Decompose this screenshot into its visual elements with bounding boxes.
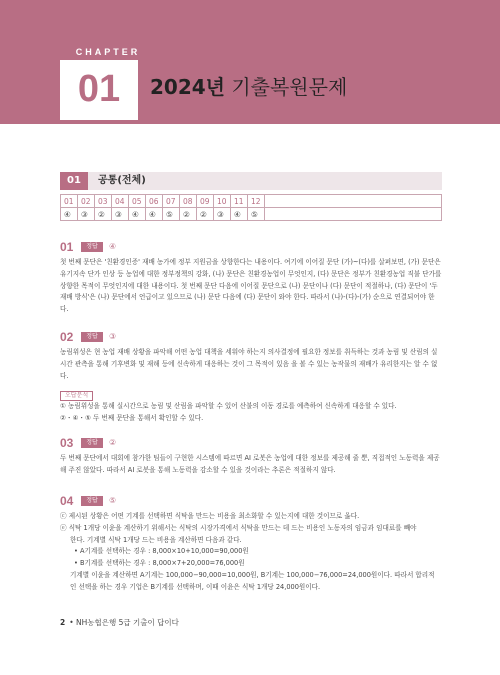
analysis-line: ① 농림위성을 통해 실시간으로 농림 및 산림을 파악할 수 있어 산불의 이동 경로를 예측하여 신속하게 대응할 수 있다.: [60, 402, 397, 411]
explanation-line: 기계별 이윤을 계산하면 A기계는 100,000−90,000=10,000원, B기계는 100,000−76,000=24,000원이다. 따라서 합리적: [70, 570, 435, 579]
answer-mark: ②: [109, 438, 117, 447]
answer-table-answers-row: [61, 208, 442, 221]
answer-tag: 정답: [81, 242, 103, 252]
answer-cell: ④: [129, 208, 146, 221]
answer-tag: 정답: [81, 496, 103, 506]
explanation-text: 두 번째 문단에서 대회에 참가한 팀들이 구현한 시스템에 따르면 AI 로봇은 농업에 대한 정보를 제공해 줄 뿐, 직접적인 노동력을 제공해 주진 않았다. 따라서 AI 로봇을 통해 노동력을 감소할 수 있을 것이라는 추론은 적절하지 않다.: [60, 454, 440, 474]
answer-number-cell: 07: [163, 195, 180, 208]
answer-cell: ③: [112, 208, 129, 221]
explanation-line: 한다. 기계별 식탁 1개당 드는 비용을 계산하면 다음과 같다.: [70, 535, 242, 544]
question-02: [60, 330, 442, 425]
answer-table: [60, 194, 442, 221]
answer-cell: ②: [180, 208, 197, 221]
explanation-line: 인 선택을 하는 경우 기업은 B기계를 선택하며, 이때 이윤은 식탁 1개당 24,000원이다.: [70, 582, 321, 591]
answer-cell: ②: [197, 208, 214, 221]
calculation-line: • A기계를 선택하는 경우 : 8,000×10+10,000=90,000원: [74, 547, 249, 556]
answer-number-cell: 06: [146, 195, 163, 208]
section-header: [60, 172, 442, 190]
explanation-line: ⓒ 제시된 상황은 어떤 기계를 선택하면 식탁을 만드는 비용을 최소화할 수 있는지에 대한 것이므로 옳다.: [60, 512, 360, 520]
answer-mark: ⑤: [109, 496, 117, 505]
answer-table-numbers-row: [61, 195, 442, 208]
answer-cell: ④: [146, 208, 163, 221]
chapter-number: 01: [77, 68, 121, 110]
page-number: 2: [60, 618, 66, 627]
explanation-lines: [60, 511, 442, 594]
answer-table-empty-cell: [265, 195, 442, 208]
question-number: 04: [60, 494, 74, 508]
answer-number-cell: 11: [231, 195, 248, 208]
answer-cell: ②: [95, 208, 112, 221]
answer-cell: ⑤: [248, 208, 265, 221]
section-title: 공통(전체): [98, 175, 146, 186]
answer-number-cell: 03: [95, 195, 112, 208]
answer-cell: ③: [214, 208, 231, 221]
analysis-line: ②・④・⑤ 두 번째 문단을 통해서 확인할 수 있다.: [60, 414, 204, 423]
page-footer: [60, 617, 179, 628]
question-04: [60, 494, 442, 594]
explanation-text: 농림위성은 현 농업 재배 상황을 파악해 어떤 농업 대책을 세워야 하는지 의사결정에 필요한 정보를 취득하는 것과 농림 및 산림의 실시간 관측을 통해 기후변화 및 재해 등에 신속하게 대응하는 것이 그 목적이 있음 을 볼 수 있는 농작물의 재배가 유리한지는 알 수 없다.: [60, 348, 438, 380]
answer-cell: ④: [61, 208, 78, 221]
answer-number-cell: 01: [61, 195, 78, 208]
chapter-title-text: 기출복원문제: [231, 75, 348, 99]
wrong-answer-analysis-tag: 오답분석: [60, 391, 93, 401]
question-number: 02: [60, 330, 74, 344]
question-number: 01: [60, 240, 74, 254]
calculation-line: • B기계를 선택하는 경우 : 8,000×7+20,000=76,000원: [74, 559, 245, 568]
answer-table-empty-cell: [265, 208, 442, 221]
answer-number-cell: 12: [248, 195, 265, 208]
question-header: [60, 330, 442, 344]
question-header: [60, 436, 442, 450]
answer-number-cell: 09: [197, 195, 214, 208]
answer-mark: ④: [109, 242, 117, 251]
explanation-text: 첫 번째 문단은 '친환경인증' 재배 농가에 정부 지원금을 상향한다는 내용이다. 여기에 이어질 문단 (가)~(다)를 살펴보면, (가) 문단은 유기지속 단가 인상 등 농업에 대한 정부정책의 강화, (나) 문단은 친환경농업이 무엇인지, (다) 문단은 정부가 친환경농업 직불 단가를 상향한 목적이 무엇인지에 대한 내용이다. 첫 번째 문단 다음에 이어질 문단으로 (나) 문단이나 (다) 문단이 적절하나, (다) 문단이 '두 재배 방식'은 (나) 문단에서 언급이고 있으므로 (나) 문단 다음에 (다) 문단이 와야 한다. 따라서 (나)-(다)-(가) 순으로 연결되어야 한다.: [60, 258, 442, 314]
answer-number-cell: 05: [129, 195, 146, 208]
chapter-title: [150, 72, 347, 102]
answer-cell: ⑤: [163, 208, 180, 221]
question-03: [60, 436, 442, 477]
question-number: 03: [60, 436, 74, 450]
answer-tag: 정답: [81, 438, 103, 448]
answer-number-cell: 04: [112, 195, 129, 208]
answer-tag: 정답: [81, 332, 103, 342]
question-header: [60, 494, 442, 508]
question-header: [60, 240, 442, 254]
chapter-label: CHAPTER: [75, 47, 141, 57]
answer-number-cell: 10: [214, 195, 231, 208]
answer-cell: ③: [78, 208, 95, 221]
answer-cell: ④: [231, 208, 248, 221]
footer-text: • NH농협은행 5급 기출이 답이다: [69, 618, 179, 627]
section-number: 01: [60, 172, 88, 190]
question-01: [60, 240, 442, 316]
answer-mark: ③: [109, 332, 117, 341]
chapter-year: 2024년: [150, 75, 225, 99]
explanation-line: ⓔ 식탁 1개당 이윤을 계산하기 위해서는 식탁의 시장가격에서 식탁을 만드는 데 드는 비용인 노동자의 임금과 임대료를 빼야: [60, 523, 417, 532]
answer-number-cell: 08: [180, 195, 197, 208]
answer-number-cell: 02: [78, 195, 95, 208]
